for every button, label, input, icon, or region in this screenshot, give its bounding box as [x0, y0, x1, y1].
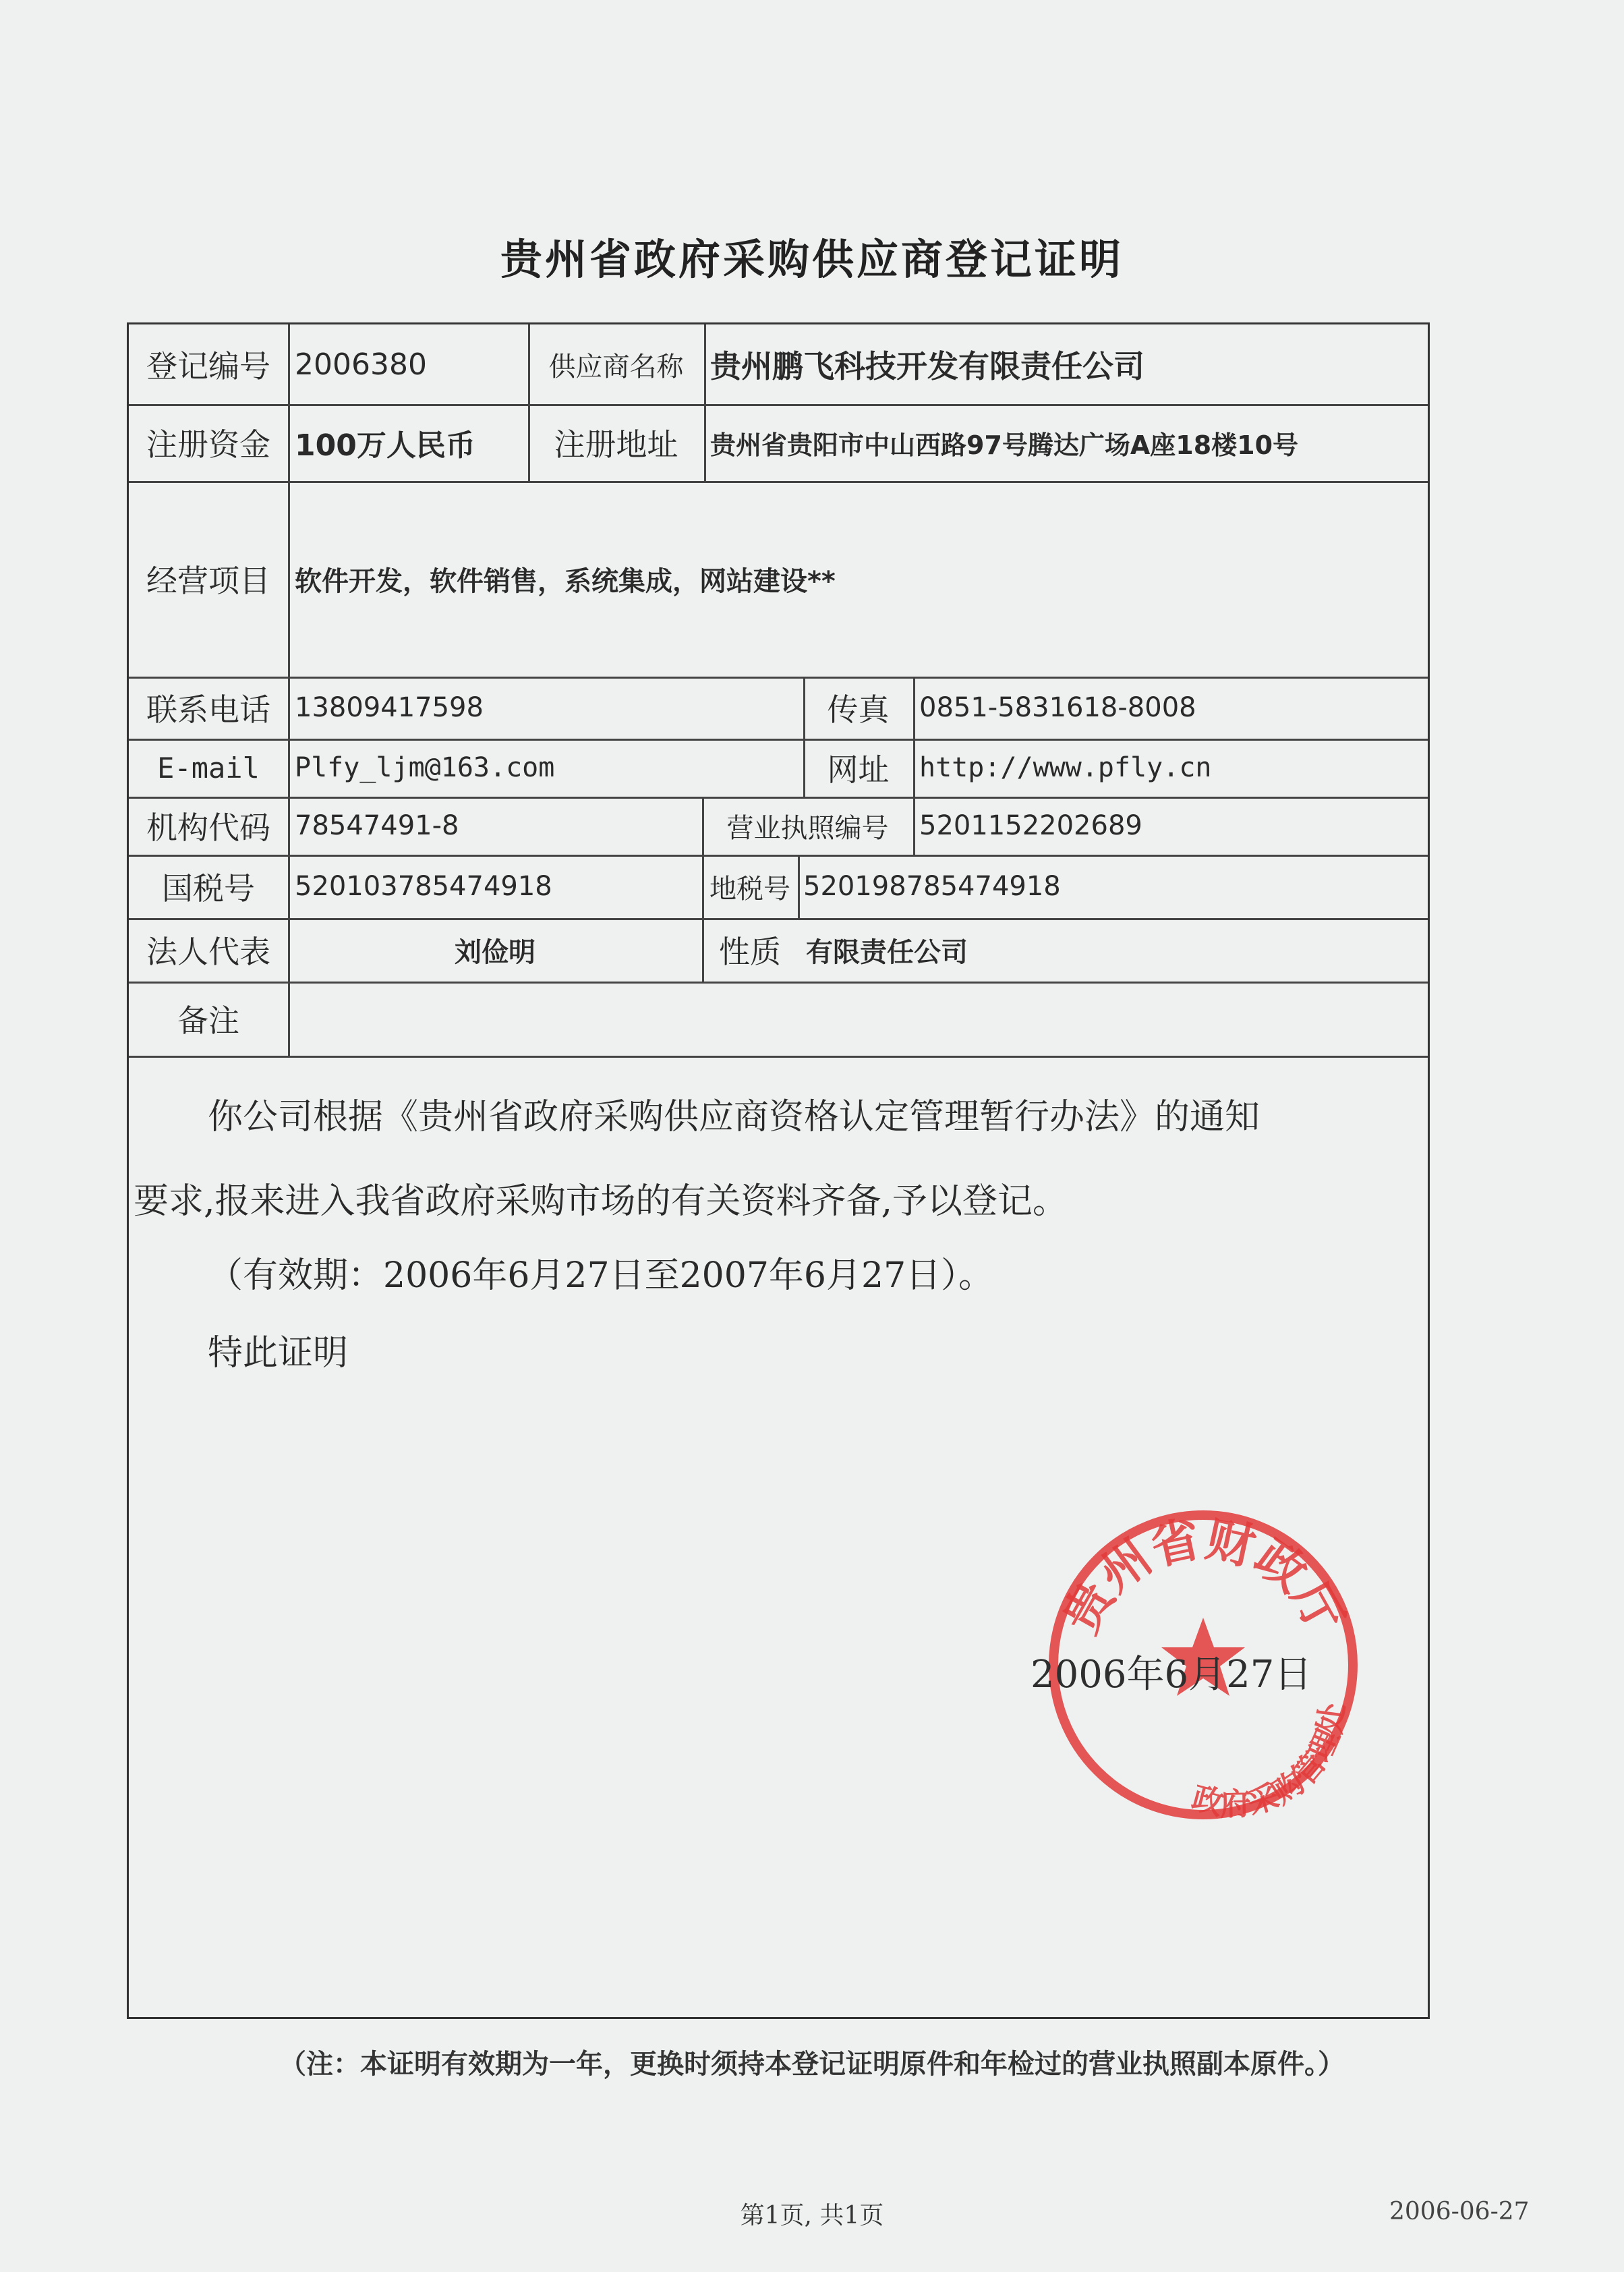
email-label: E-mail — [157, 751, 260, 785]
license-label: 营业执照编号 — [726, 812, 889, 844]
reg-no-label: 登记编号 — [146, 348, 270, 385]
email-value: Plfy_ljm@163.com — [295, 752, 555, 783]
business-label: 经营项目 — [146, 563, 270, 599]
org-code-label: 机构代码 — [146, 810, 270, 846]
certification-text-line-1: 你公司根据《贵州省政府采购供应商资格认定管理暂行办法》的通知 — [208, 1097, 1260, 1137]
seal-inner-text: 政府采购管理处 — [1188, 1700, 1352, 1823]
sign-date: 2006年6月27日 — [1031, 1653, 1312, 1697]
fax-value: 0851-5831618-8008 — [919, 692, 1196, 723]
website-label: 网址 — [827, 751, 890, 788]
address-value: 贵州省贵阳市中山西路97号腾达广场A座18楼10号 — [710, 430, 1299, 460]
address-label: 注册地址 — [554, 426, 678, 463]
nature-label: 性质 — [719, 934, 781, 970]
capital-label: 注册资金 — [146, 426, 270, 463]
phone-value: 13809417598 — [295, 692, 484, 723]
validity-period: （有效期：2006年6月27日至2007年6月27日）。 — [208, 1255, 994, 1296]
document-title: 贵州省政府采购供应商登记证明 — [500, 235, 1124, 284]
legal-rep-label: 法人代表 — [146, 934, 270, 970]
remarks-label: 备注 — [177, 1002, 239, 1039]
org-code-value: 78547491-8 — [295, 810, 459, 841]
local-tax-value: 520198785474918 — [803, 871, 1061, 902]
column-divider — [913, 677, 915, 855]
footnote: （注：本证明有效期为一年，更换时须持本登记证明原件和年检过的营业执照副本原件。） — [279, 2048, 1345, 2080]
seal-outer-text: 贵州省财政厅 — [1051, 1509, 1356, 1643]
certification-text-line-2: 要求,报来进入我省政府采购市场的有关资料齐备,予以登记。 — [134, 1181, 1068, 1222]
capital-value: 100万人民币 — [295, 428, 475, 463]
reg-no-value: 2006380 — [295, 347, 427, 382]
certification-closing: 特此证明 — [208, 1333, 349, 1373]
national-tax-value: 520103785474918 — [295, 871, 552, 902]
supplier-name-value: 贵州鹏飞科技开发有限责任公司 — [710, 348, 1144, 385]
column-divider — [704, 324, 706, 481]
national-tax-label: 国税号 — [162, 870, 255, 907]
license-value: 5201152202689 — [919, 810, 1142, 841]
legal-rep-value: 刘俭明 — [455, 936, 535, 968]
local-tax-label: 地税号 — [709, 873, 790, 905]
footer-date: 2006-06-27 — [1389, 2198, 1530, 2225]
row-divider — [129, 1056, 1428, 1058]
fax-label: 传真 — [827, 691, 890, 728]
website-value: http://www.pfly.cn — [919, 752, 1212, 783]
nature-value: 有限责任公司 — [806, 936, 968, 968]
supplier-name-label: 供应商名称 — [548, 351, 684, 382]
column-divider — [798, 855, 800, 918]
remarks-value — [295, 982, 1414, 1056]
phone-label: 联系电话 — [146, 691, 270, 728]
page-number: 第1页, 共1页 — [740, 2202, 884, 2230]
business-value: 软件开发，软件销售，系统集成，网站建设** — [295, 565, 836, 597]
